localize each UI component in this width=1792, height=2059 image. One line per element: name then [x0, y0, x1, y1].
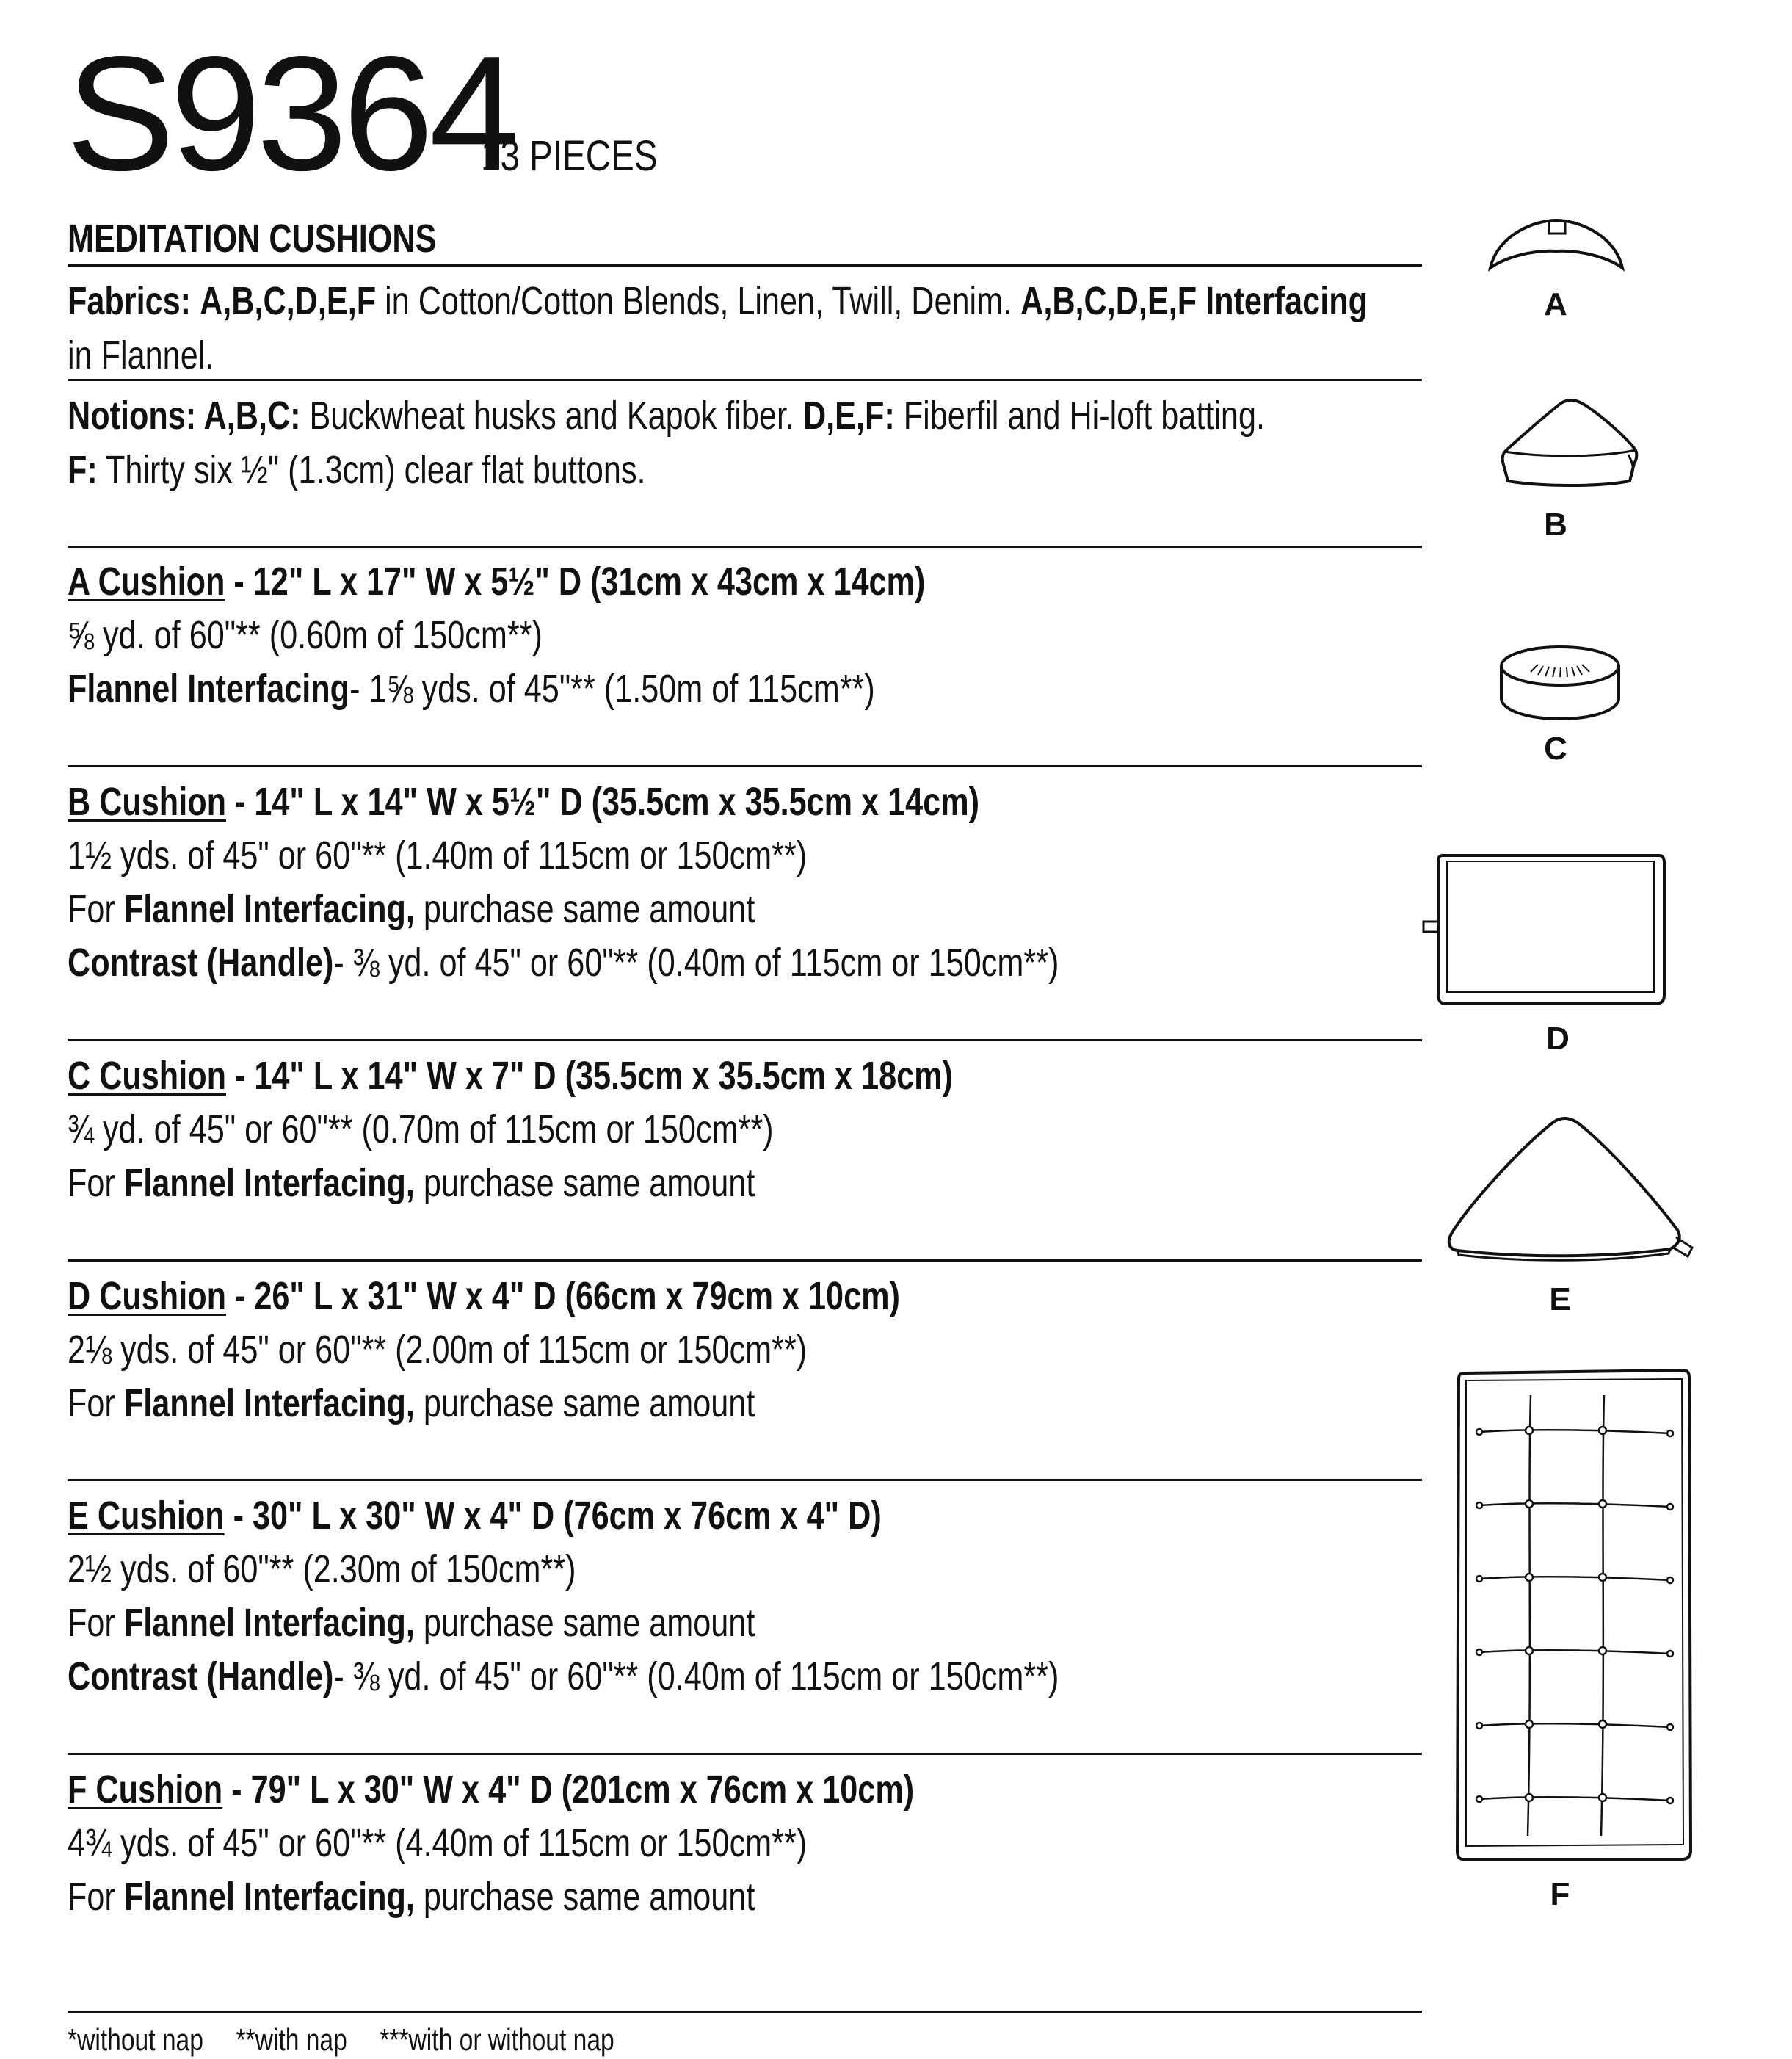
section-b-line: 1½ yds. of 45" or 60"** (1.40m of 115cm or 150cm**) [68, 833, 808, 877]
notions-def-text: Fiberfil and Hi-loft batting. [894, 394, 1265, 438]
section-d-line: 2⅛ yds. of 45" or 60"** (2.00m of 115cm or 150cm**) [68, 1328, 808, 1372]
section-a-heading [68, 555, 925, 608]
divider [68, 379, 1422, 381]
section-f-line: 4¾ yds. of 45" or 60"** (4.40m of 115cm or 150cm**) [68, 1821, 808, 1865]
section-b-line [68, 936, 1059, 989]
fabrics-line [68, 275, 1368, 328]
divider [68, 1753, 1422, 1755]
section-c-line [68, 1157, 755, 1209]
cushion-c-illustration [1498, 643, 1622, 723]
prefix-text: For [68, 1601, 124, 1645]
section-e-name: E Cushion [68, 1494, 225, 1538]
contrast-label: Contrast (Handle) [68, 1654, 334, 1698]
flannel-text: purchase same amount [414, 1381, 755, 1425]
section-c-dims: - 14" L x 14" W x 7" D (35.5cm x 35.5cm x 18cm) [225, 1054, 953, 1098]
contrast-label: Contrast (Handle) [68, 941, 334, 985]
figure-label-b: B [1544, 507, 1567, 543]
divider [68, 1479, 1422, 1481]
flannel-text: - 1⅝ yds. of 45"** (1.50m of 115cm**) [349, 667, 875, 711]
cushion-d-illustration [1421, 848, 1670, 1010]
section-d-heading [68, 1270, 900, 1322]
cushion-e-illustration [1443, 1112, 1707, 1270]
fabrics-interfacing: A,B,C,D,E,F Interfacing [1020, 279, 1368, 323]
pattern-number: S9364 [66, 23, 515, 205]
section-c-name: C Cushion [68, 1054, 226, 1098]
prefix-text: For [68, 887, 124, 931]
section-e-line [68, 1650, 1059, 1703]
fabrics-text: in Cotton/Cotton Blends, Linen, Twill, Denim. [376, 279, 1021, 323]
divider [68, 264, 1422, 267]
prefix-text: For [68, 1875, 124, 1919]
section-c-heading [68, 1049, 953, 1102]
flannel-label: Flannel Interfacing, [123, 1875, 415, 1919]
section-d-dims: - 26" L x 31" W x 4" D (66cm x 79cm x 10cm) [225, 1274, 900, 1318]
section-f-line [68, 1870, 755, 1923]
section-a-line: ⅝ yd. of 60"** (0.60m of 150cm**) [68, 613, 543, 657]
section-c-line: ¾ yd. of 45" or 60"** (0.70m of 115cm or 150cm**) [68, 1107, 774, 1151]
section-b-heading [68, 775, 979, 828]
section-b-dims: - 14" L x 14" W x 5½" D (35.5cm x 35.5cm x 14cm) [225, 780, 979, 824]
fabrics-label: Fabrics: [68, 279, 192, 323]
note-without-nap: *without nap [68, 2022, 203, 2057]
cushion-f-illustration [1450, 1366, 1700, 1865]
section-e-line [68, 1596, 755, 1649]
section-e-dims: - 30" L x 30" W x 4" D (76cm x 76cm x 4" D) [224, 1494, 882, 1538]
footer-note [68, 2021, 640, 2059]
fabrics-line-2: in Flannel. [68, 333, 214, 377]
prefix-text: For [68, 1161, 124, 1205]
divider [68, 1259, 1422, 1262]
fabrics-views: A,B,C,D,E,F [200, 279, 377, 323]
section-f-heading [68, 1763, 914, 1816]
figure-label-e: E [1549, 1281, 1571, 1317]
flannel-label: Flannel Interfacing, [123, 1601, 415, 1645]
notions-f: F: [68, 448, 98, 492]
notions-line [68, 389, 1265, 442]
section-d-line [68, 1377, 755, 1430]
section-b-name: B Cushion [68, 780, 226, 824]
figure-label-f: F [1550, 1876, 1570, 1912]
section-f-name: F Cushion [68, 1767, 223, 1812]
notions-line-2 [68, 444, 646, 496]
notions-abc-text: Buckwheat husks and Kapok fiber. [300, 394, 803, 438]
section-e-heading [68, 1489, 882, 1542]
divider [68, 2011, 1422, 2013]
figure-label-a: A [1544, 286, 1567, 322]
flannel-text: purchase same amount [414, 1875, 755, 1919]
note-with-or-without-nap: ***with or without nap [380, 2022, 614, 2057]
flannel-label: Flannel Interfacing, [123, 1161, 415, 1205]
section-a-name: A Cushion [68, 560, 225, 604]
flannel-label: Flannel Interfacing, [123, 887, 415, 931]
note-with-nap: **with nap [236, 2022, 347, 2057]
contrast-text: - ⅜ yd. of 45" or 60"** (0.40m of 115cm or 150cm**) [333, 1654, 1059, 1698]
figure-label-c: C [1544, 731, 1567, 767]
section-f-dims: - 79" L x 30" W x 4" D (201cm x 76cm x 10cm) [222, 1767, 915, 1812]
divider [68, 1039, 1422, 1041]
section-b-line [68, 883, 755, 936]
notions-f-text: Thirty six ½" (1.3cm) clear flat buttons. [97, 448, 646, 492]
contrast-text: - ⅜ yd. of 45" or 60"** (0.40m of 115cm or 150cm**) [333, 941, 1059, 985]
section-d-name: D Cushion [68, 1274, 226, 1318]
notions-label: Notions: [68, 394, 197, 438]
flannel-text: purchase same amount [414, 1601, 755, 1645]
cushion-b-illustration [1498, 393, 1644, 492]
figure-label-d: D [1546, 1021, 1570, 1057]
notions-def: D,E,F: [802, 394, 895, 438]
section-a-line [68, 662, 875, 715]
section-e-line: 2½ yds. of 60"** (2.30m of 150cm**) [68, 1547, 576, 1591]
flannel-label: Flannel Interfacing, [123, 1381, 415, 1425]
flannel-text: purchase same amount [414, 887, 755, 931]
flannel-label: Flannel Interfacing [68, 667, 350, 711]
divider [68, 765, 1422, 767]
pattern-header [66, 23, 1461, 205]
pieces-count: 13 PIECES [481, 132, 658, 180]
flannel-text: purchase same amount [414, 1161, 755, 1205]
page-title: MEDITATION CUSHIONS [68, 217, 437, 261]
divider [68, 546, 1422, 548]
section-a-dims: - 12" L x 17" W x 5½" D (31cm x 43cm x 14cm) [225, 560, 926, 604]
prefix-text: For [68, 1381, 124, 1425]
notions-abc: A,B,C: [196, 394, 301, 438]
cushion-a-illustration [1483, 206, 1630, 286]
